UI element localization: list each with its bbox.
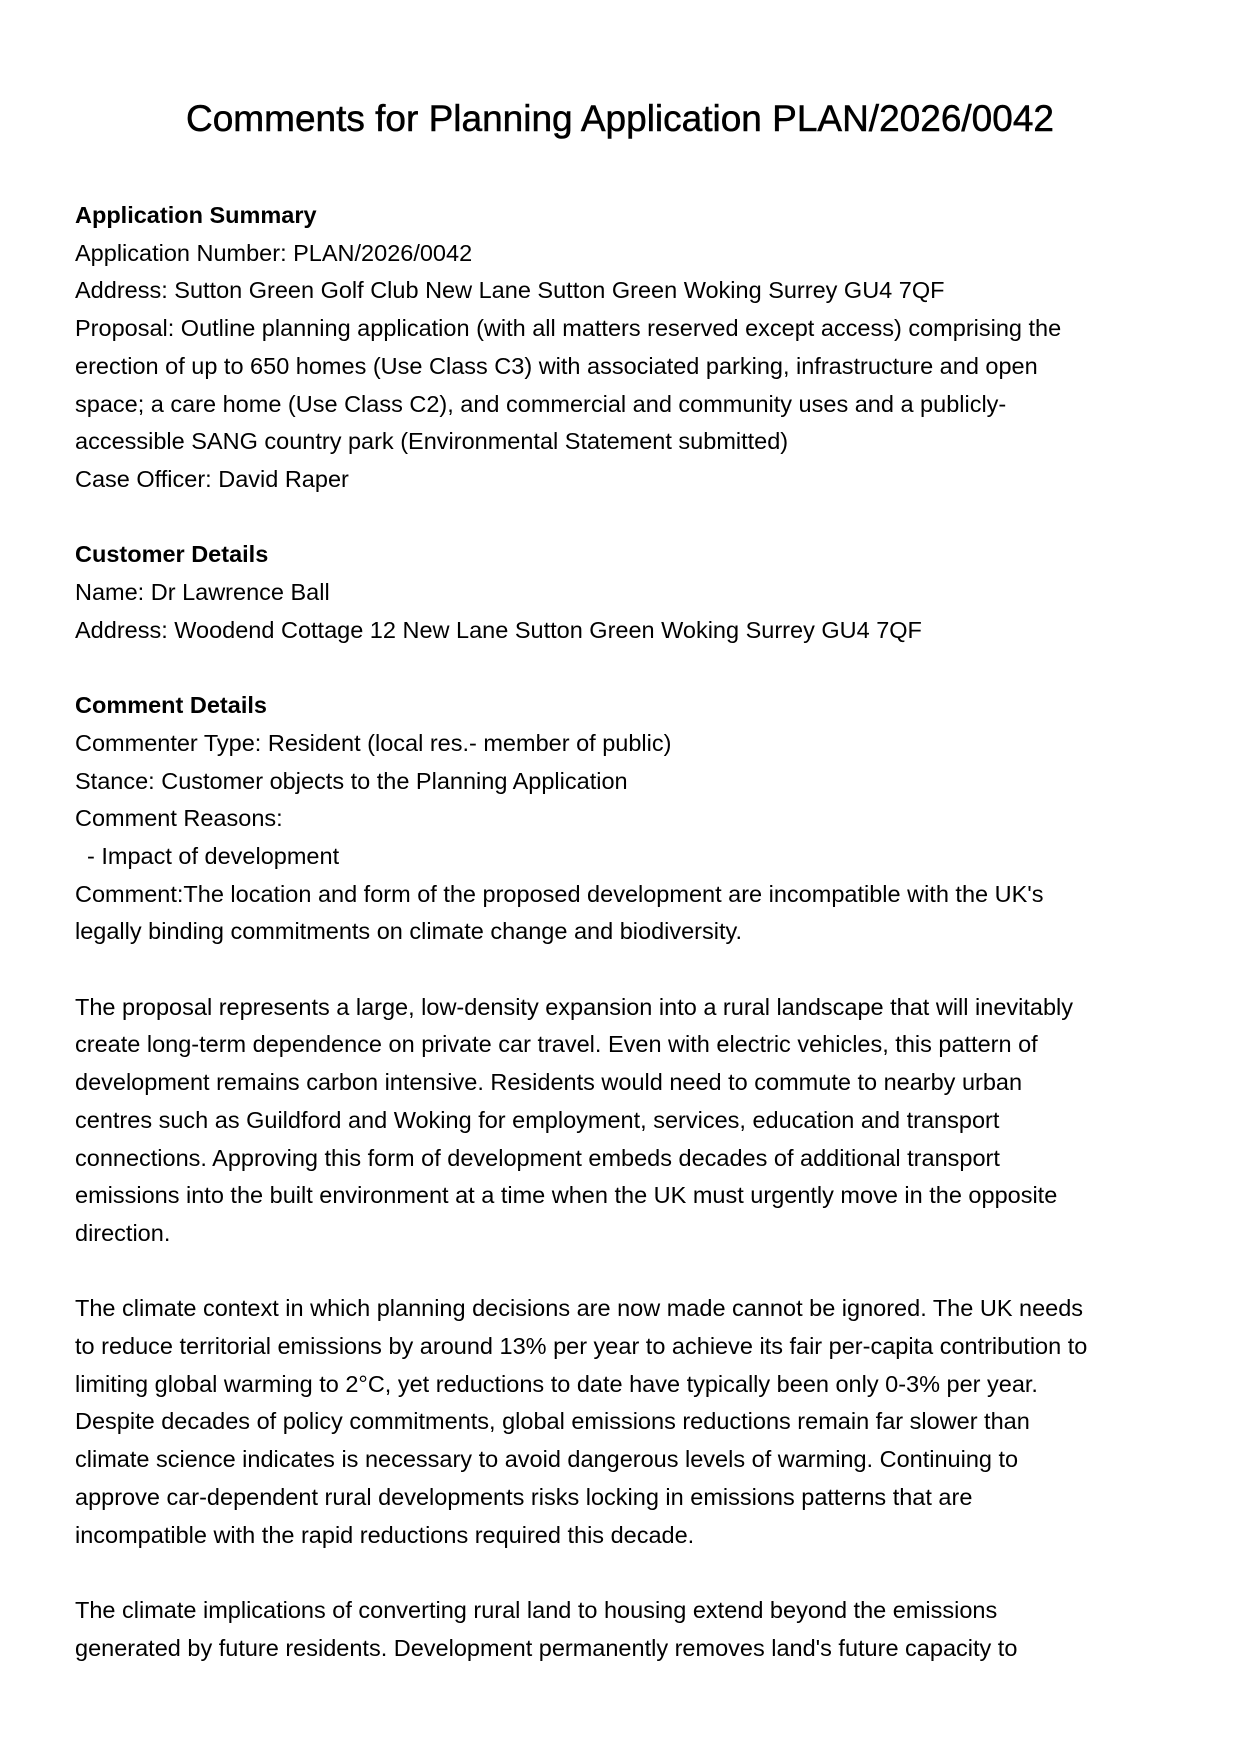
comment-details-heading: Comment Details [75, 692, 267, 719]
paragraph-line: The climate context in which planning decisions are now made cannot be ignored. The UK needs [75, 1295, 1084, 1322]
paragraph-line: create long-term dependence on private car travel. Even with electric vehicles, this pattern of [75, 1031, 1038, 1058]
case-officer: Case Officer: David Raper [75, 465, 349, 492]
comment-paragraph [75, 989, 1165, 1253]
application-summary-heading: Application Summary [75, 202, 317, 228]
proposal-line: erection of up to 650 homes (Use Class C3) with associated parking, infrastructure and open [75, 352, 1038, 379]
paragraph-line: direction. [75, 1219, 171, 1246]
customer-name: Name: Dr Lawrence Ball [75, 579, 330, 606]
application-summary-section [75, 197, 1165, 499]
paragraph-line: development remains carbon intensive. Residents would need to commute to nearby urban [75, 1069, 1023, 1096]
section-spacer [75, 499, 1165, 537]
stance: Stance: Customer objects to the Planning Application [75, 767, 628, 794]
paragraph-line: connections. Approving this form of development embeds decades of additional transport [75, 1144, 1000, 1171]
commenter-type: Commenter Type: Resident (local res.- member of public) [75, 729, 672, 756]
paragraph-line: Despite decades of policy commitments, global emissions reductions remain far slower than [75, 1408, 1030, 1435]
proposal-line: accessible SANG country park (Environmental Statement submitted) [75, 428, 789, 455]
customer-details-heading: Customer Details [75, 541, 269, 568]
paragraph-line: limiting global warming to 2°C, yet reductions to date have typically been only 0-3% per year. [75, 1370, 1038, 1397]
comment-paragraph [75, 1592, 1165, 1667]
comment-reason-item: - Impact of development [87, 842, 340, 869]
comment-line: legally binding commitments on climate change and biodiversity. [75, 918, 743, 945]
customer-address: Address: Woodend Cottage 12 New Lane Sutton Green Woking Surrey GU4 7QF [75, 616, 922, 643]
paragraph-spacer [75, 951, 1165, 989]
paragraph-line: generated by future residents. Development permanently removes land's future capacity to [75, 1634, 1018, 1661]
section-spacer [75, 649, 1165, 687]
comment-details-section [75, 687, 1165, 1667]
application-address: Address: Sutton Green Golf Club New Lane Sutton Green Woking Surrey GU4 7QF [75, 277, 945, 304]
proposal-line: space; a care home (Use Class C2), and commercial and community uses and a publicly- [75, 390, 1007, 417]
application-number: Application Number: PLAN/2026/0042 [75, 239, 473, 266]
comment-paragraph [75, 1290, 1165, 1554]
paragraph-line: emissions into the built environment at a time when the UK must urgently move in the opposite [75, 1182, 1058, 1209]
paragraph-line: centres such as Guildford and Woking for employment, services, education and transport [75, 1106, 1000, 1133]
paragraph-line: to reduce territorial emissions by around 13% per year to achieve its fair per-capita contribution to [75, 1333, 1088, 1360]
proposal-line: Proposal: Outline planning application (with all matters reserved except access) comprising the [75, 315, 1062, 342]
paragraph-spacer [75, 1554, 1165, 1592]
paragraph-line: climate science indicates is necessary to avoid dangerous levels of warming. Continuing to [75, 1446, 1019, 1473]
paragraph-spacer [75, 1253, 1165, 1291]
paragraph-line: incompatible with the rapid reductions required this decade. [75, 1521, 695, 1548]
comment-line: Comment:The location and form of the proposed development are incompatible with the UK's [75, 880, 1044, 907]
comment-reasons-label: Comment Reasons: [75, 805, 283, 832]
customer-details-section [75, 536, 1165, 649]
page-title: Comments for Planning Application PLAN/2026/0042 [186, 98, 1054, 139]
paragraph-line: The climate implications of converting rural land to housing extend beyond the emissions [75, 1596, 998, 1623]
paragraph-line: The proposal represents a large, low-density expansion into a rural landscape that will inevitably [75, 993, 1073, 1020]
document-body [75, 197, 1165, 1667]
paragraph-line: approve car-dependent rural developments risks locking in emissions patterns that are [75, 1483, 973, 1510]
